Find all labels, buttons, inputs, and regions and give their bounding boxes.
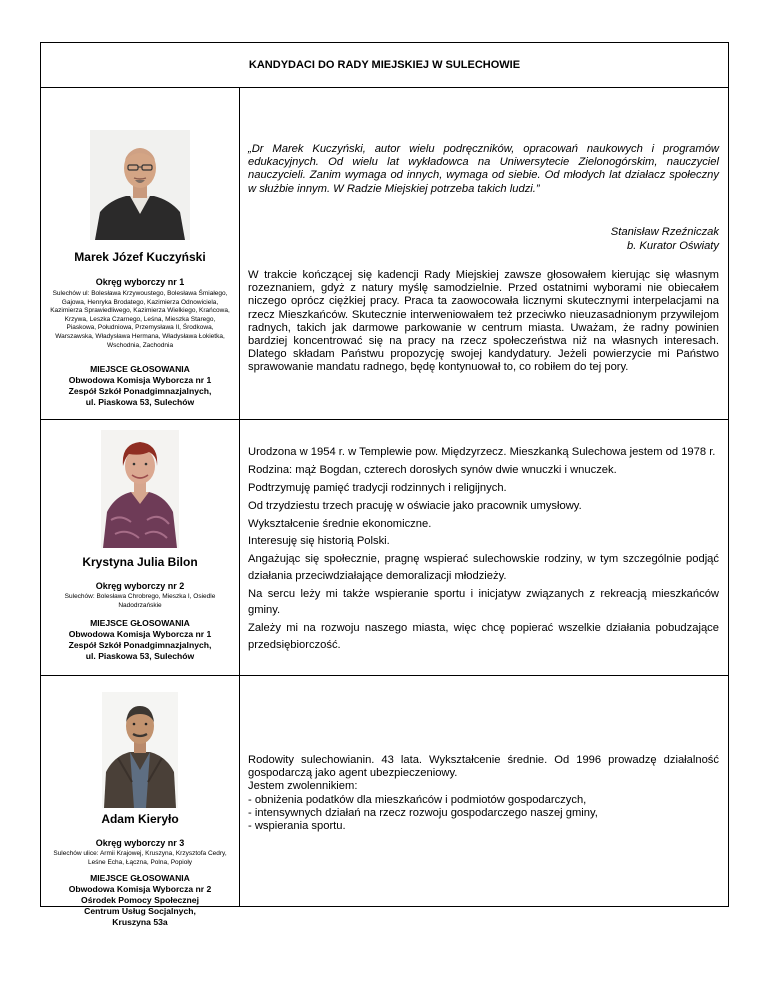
- voting-place-line: Obwodowa Komisja Wyborcza nr 1: [68, 375, 212, 385]
- statement-paragraph: Jestem zwolennikiem:: [248, 780, 358, 793]
- candidates-sheet: [40, 42, 729, 927]
- voting-place-line: Centrum Usług Socjalnych,: [84, 906, 196, 916]
- voting-place: [47, 873, 233, 928]
- voting-place-line: Obwodowa Komisja Wyborcza nr 1: [68, 629, 212, 639]
- voting-place: [47, 618, 233, 662]
- candidate-info-1: [41, 88, 240, 419]
- voting-place-line: Zespół Szkół Ponadgimnazjalnych,: [68, 640, 212, 650]
- statement-paragraph: Urodzona w 1954 r. w Templewie pow. Międzyrzecz. Mieszkanką Sulechowa jestem od 1978 r.: [248, 446, 716, 458]
- statement-list-item: - intensywnych działań na rzecz rozwoju gospodarczego naszej gminy,: [248, 806, 598, 819]
- voting-place-line: Ośrodek Pomocy Społecznej: [81, 895, 199, 905]
- voting-place-title: MIEJSCE GŁOSOWANIA: [90, 618, 190, 628]
- candidate-statement: [248, 444, 719, 655]
- recommendation-quote: „Dr Marek Kuczyński, autor wielu podręczników, opracowań naukowych i programów edukacyjnych. Od wielu lat wykładowca na Uniwersytecie Zielonogórskim, nauczyciel nauczycieli. Zanim wymaga od innych, wymaga od siebie. Od młodych lat działacz społeczny w służbie innym. W Radzie Miejskiej potrzeba takich ludzi.”: [248, 143, 719, 195]
- candidate-row-2: [41, 420, 728, 676]
- quote-signature: [611, 226, 719, 253]
- statement-paragraph: Od trzydziestu trzech pracuję w oświacie jako pracownik umysłowy.: [248, 499, 582, 512]
- signature-title: b. Kurator Oświaty: [626, 239, 719, 252]
- voting-place-line: ul. Piaskowa 53, Sulechów: [85, 397, 195, 407]
- page-title: KANDYDACI DO RADY MIEJSKIEJ W SULECHOWIE: [41, 43, 728, 88]
- district-streets: Sulechów ulice: Armii Krajowej, Kruszyna, Krzysztofa Cedry, Leśne Echa, Łączna, Polna, Popioły: [53, 850, 227, 866]
- candidate-row-3: [41, 676, 728, 927]
- statement-paragraph: Rodowity sulechowianin. 43 lata. Wykształcenie średnie. Od 1996 prowadzę działalność gospodarczą jako agent ubezpieczeniowy.: [248, 754, 719, 780]
- signature-name: Stanisław Rzeźniczak: [610, 226, 719, 238]
- district-label: Okręg wyborczy nr 2: [95, 581, 185, 591]
- candidate-name: Krystyna Julia Bilon: [82, 555, 198, 569]
- statement-list-item: - wspierania sportu.: [248, 820, 346, 833]
- statement-paragraph: Angażując się społecznie, pragnę wspierać sulechowskie rodziny, w tym szczególnie podjąć działania przeciwdziałające demoralizacji młodzieży.: [248, 553, 719, 582]
- district-label: Okręg wyborczy nr 3: [95, 838, 185, 848]
- candidate-statement: W trakcie kończącej się kadencji Rady Miejskiej zawsze głosowałem kierując się własnym rozeznaniem, gdyż z natury myślę samodzielnie. Przed ostatnimi wyborami nie obiecałem niczego oprócz ciężkiej pracy. Praca ta zaowocowała licznymi skutecznymi interpelacjami na rzecz Mieszkańców. Skutecznie interweniowałem też przeciwko nieuzasadnionym przywilejom radnych, takich jak darmowe parkowanie w centrum miasta. Uważam, że radny powinien bardziej koncentrować się na pracy na rzecz społeczeństwa niż na własnych interesach. Dlatego składam Państwu propozycję swojej kandydatury. Jeżeli powierzycie mi Państwo sprawowanie mandatu radnego, będę kontynuował to, co robiłem do tej pory.: [248, 269, 719, 374]
- voting-place-line: Zespół Szkół Ponadgimnazjalnych,: [68, 386, 212, 396]
- candidate-statement: [248, 754, 719, 833]
- statement-paragraph: Interesuję się historią Polski.: [248, 535, 390, 548]
- statement-paragraph: Wykształcenie średnie ekonomiczne.: [248, 517, 432, 530]
- candidate-name: Marek Józef Kuczyński: [74, 250, 206, 264]
- statement-paragraph: Rodzina: mąż Bogdan, czterech dorosłych synów dwie wnuczki i wnuczek.: [248, 463, 617, 476]
- voting-place-line: Obwodowa Komisja Wyborcza nr 2: [68, 884, 212, 894]
- voting-place: [47, 364, 233, 408]
- candidate-info-2: [41, 420, 240, 675]
- statement-paragraph: Zależy mi na rozwoju naszego miasta, więc chcę popierać wszelkie działania pobudzające przedsiębiorczość.: [248, 622, 719, 651]
- candidate-photo-3: [102, 692, 178, 808]
- voting-place-line: ul. Piaskowa 53, Sulechów: [85, 651, 195, 661]
- candidate-row-1: [41, 88, 728, 420]
- voting-place-title: MIEJSCE GŁOSOWANIA: [90, 364, 190, 374]
- district-streets: Sulechów ul: Bolesława Krzywoustego, Bolesława Śmiałego, Gajowa, Henryka Brodatego, Kazimierza Odnowiciela, Kazimierza Sprawiedliwego, Kazimierza Wielkiego, Krańcowa, Krzywa, Leszka Czarnego, Leśna, Mieszka Starego, Piaskowa, Południowa, Przemysława II, Środkowa, Warszawska, Władysława Hermana, Władysława Łokietka, Wschodnia, Zachodnia: [50, 290, 230, 349]
- candidate-photo-1: [90, 130, 190, 240]
- district-streets: Sulechów: Bolesława Chrobrego, Mieszka I, Osiedle Nadodrzańskie: [64, 593, 216, 609]
- district-label: Okręg wyborczy nr 1: [95, 277, 185, 287]
- statement-paragraph: Podtrzymuję pamięć tradycji rodzinnych i religijnych.: [248, 481, 507, 494]
- candidate-name: Adam Kieryło: [101, 812, 179, 826]
- voting-place-line: Kruszyna 53a: [112, 917, 168, 927]
- candidate-photo-2: [101, 430, 179, 548]
- statement-list-item: - obniżenia podatków dla mieszkańców i podmiotów gospodarczych,: [248, 793, 587, 806]
- candidate-info-3: [41, 676, 240, 927]
- voting-place-title: MIEJSCE GŁOSOWANIA: [90, 873, 190, 883]
- statement-paragraph: Na sercu leży mi także wspieranie sportu i inicjatyw związanych z rekreacją mieszkańców gminy.: [248, 587, 719, 617]
